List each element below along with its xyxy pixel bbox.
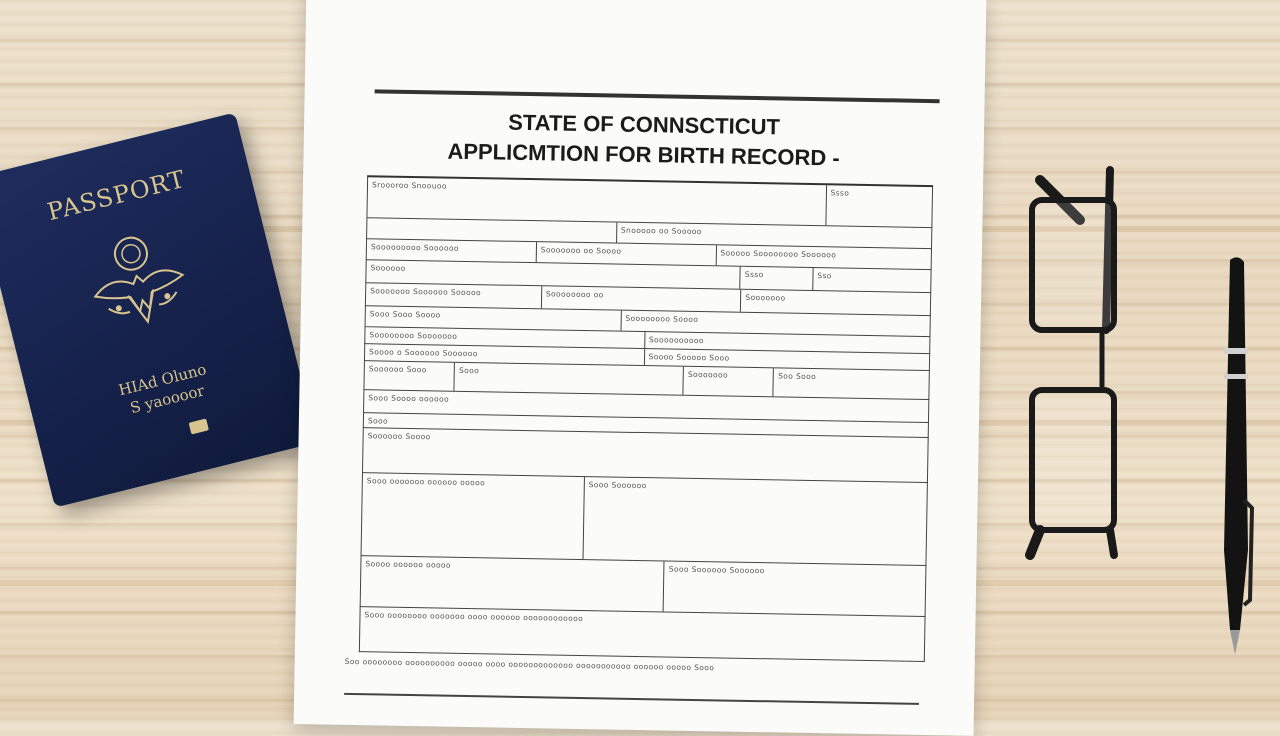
form-field: [774, 368, 929, 399]
form-field-label: Sroooroo Snoouoo: [371, 180, 448, 191]
form-row: [359, 607, 926, 662]
form-field-label: Soooooooooo: [648, 335, 705, 346]
biometric-chip-icon: [189, 418, 209, 434]
form-field-label: Soooooooo oo: [545, 289, 604, 300]
form-field-label: Sooooo Soooooooo Soooooo: [720, 248, 837, 260]
form-field: [664, 561, 925, 616]
form-field: [684, 367, 775, 397]
form-field-label: Sooo oooooooo ooooooo oooo oooooo oooooooooooo: [364, 610, 584, 624]
form-field: [360, 607, 925, 661]
form-field: [542, 286, 742, 311]
form-field-label: Soooo Sooooo Sooo: [648, 352, 730, 363]
form-field-label: Sooooooo Soooooo Sooooo: [370, 286, 482, 298]
form-field-label: Sooo Soooo oooooo: [368, 393, 450, 404]
bottom-rule: [344, 693, 919, 705]
form-field-label: Sooo Sooo Soooo: [369, 309, 441, 320]
form-field-label: Soo Sooo: [778, 371, 817, 382]
form-field: [741, 290, 930, 315]
form-field-label: Soooooo Soooo: [367, 431, 431, 442]
form-title-application: APPLICMTION FOR BIRTH RECORD -: [447, 138, 840, 171]
form-field-label: Snooooo oo Sooooo: [620, 225, 702, 237]
form-field-label: Ssso: [744, 269, 764, 280]
eagle-emblem-icon: [72, 219, 205, 352]
form-field-label: Soooo o Soooooo Soooooo: [369, 347, 478, 359]
form-field-label: Soooooo: [370, 263, 406, 273]
form-field: [741, 267, 814, 290]
form-field-label: Sooo Soooooo: [588, 480, 647, 491]
form-field-label: Ssso: [830, 188, 850, 198]
form-field-label: Sooo Soooooo Soooooo: [668, 564, 765, 576]
top-rule: [375, 89, 940, 103]
form-field-label: Sooooooo: [687, 369, 729, 380]
form-field-label: Sooo: [458, 365, 480, 376]
passport-title: PASSPORT: [44, 164, 189, 227]
form-footer-text: Soo oooooooo oooooooooo ooooo oooo ooooooooooooo ooooooooooo oooooo ooooo Sooo: [344, 656, 715, 673]
form-field: [813, 268, 931, 292]
form-title-state: STATE OF CONNSCTICUT: [508, 109, 781, 140]
form-field: [364, 361, 455, 391]
form-field: [367, 177, 826, 225]
form-field-label: Soooo oooooo ooooo: [365, 559, 452, 570]
birth-record-form: [294, 0, 987, 736]
form-field: [826, 185, 932, 227]
form-field: [362, 473, 585, 559]
form-field-label: Sooooooo oo Soooo: [540, 245, 622, 256]
form-field-label: Sooooooo: [745, 292, 786, 303]
form-field: [455, 363, 684, 395]
form-field-label: Soooooooo Sooooooo: [369, 330, 458, 341]
form-field: [361, 556, 665, 611]
form-field: [536, 242, 716, 265]
passport-country-text: HIAd Oluno S yaoooor: [116, 360, 209, 418]
form-field: [366, 283, 542, 308]
eyeglasses-icon: [1010, 160, 1150, 580]
form-field-label: Sso: [817, 271, 832, 281]
pen-icon: [1200, 250, 1270, 670]
form-field-label: Sooo ooooooo oooooo ooooo: [366, 476, 486, 488]
form-field-label: Soooooooo Soooo: [625, 313, 699, 325]
passport: [0, 112, 317, 507]
form-fields-grid: [359, 175, 933, 662]
form-field: [716, 245, 931, 269]
form-field-label: Sooo: [367, 416, 389, 426]
form-field: [583, 477, 927, 565]
form-field-label: Sooooooooo Soooooo: [370, 242, 459, 253]
form-row: [361, 473, 928, 566]
form-field-label: Soooooo Sooo: [368, 364, 427, 375]
form-field: [367, 239, 537, 262]
